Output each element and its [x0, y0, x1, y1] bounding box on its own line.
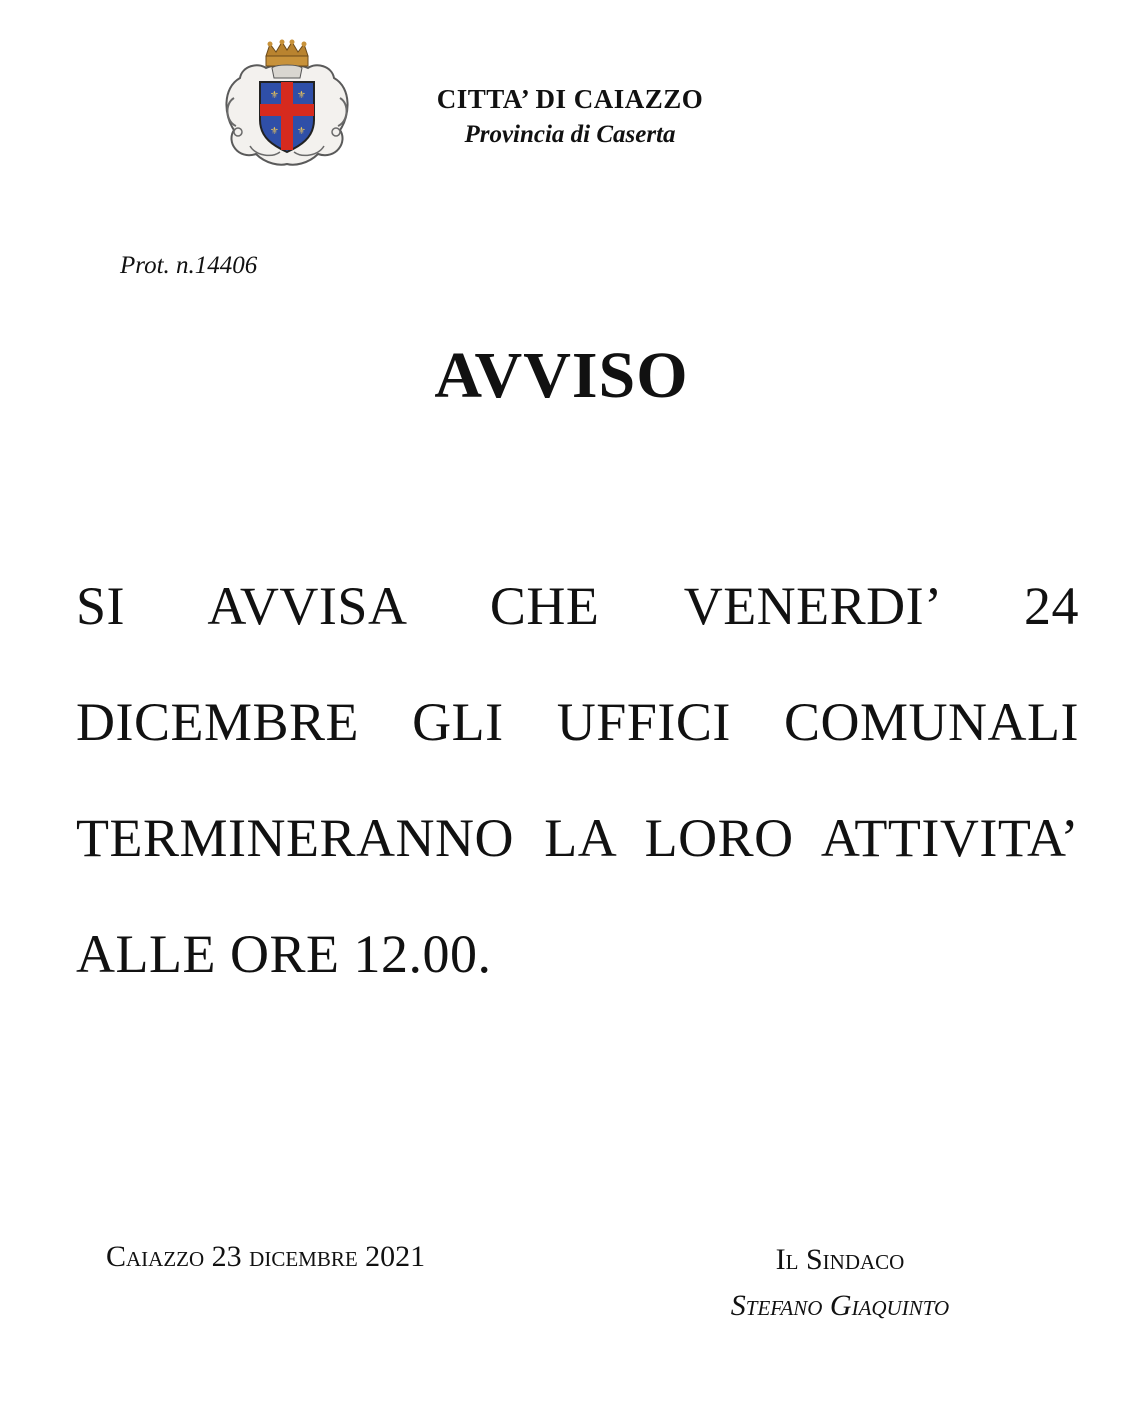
coat-of-arms-icon	[220, 38, 354, 170]
document-header	[370, 82, 770, 152]
mayor-name: Stefano Giaquinto	[730, 1289, 950, 1322]
svg-text:⚜: ⚜	[270, 90, 279, 101]
province-name: Provincia di Caserta	[464, 121, 676, 148]
protocol-number: Prot. n.14406	[120, 252, 258, 279]
signature-block	[660, 1240, 1020, 1326]
mayor-title: Il Sindaco	[775, 1243, 905, 1276]
notice-title: AVVISO	[434, 339, 689, 412]
city-name: CITTA’ DI CAIAZZO	[436, 84, 704, 114]
svg-text:⚜: ⚜	[270, 126, 279, 137]
svg-text:⚜: ⚜	[297, 90, 306, 101]
place-and-date: Caiazzo 23 dicembre 2021	[106, 1240, 426, 1273]
svg-text:⚜: ⚜	[297, 126, 306, 137]
notice-body: SI AVVISA CHE VENERDI’ 24 DICEMBRE GLI UFFICI COMUNALI TERMINERANNO LA LORO ATTIVITA’ ALLE ORE 12.00.	[76, 576, 1079, 984]
